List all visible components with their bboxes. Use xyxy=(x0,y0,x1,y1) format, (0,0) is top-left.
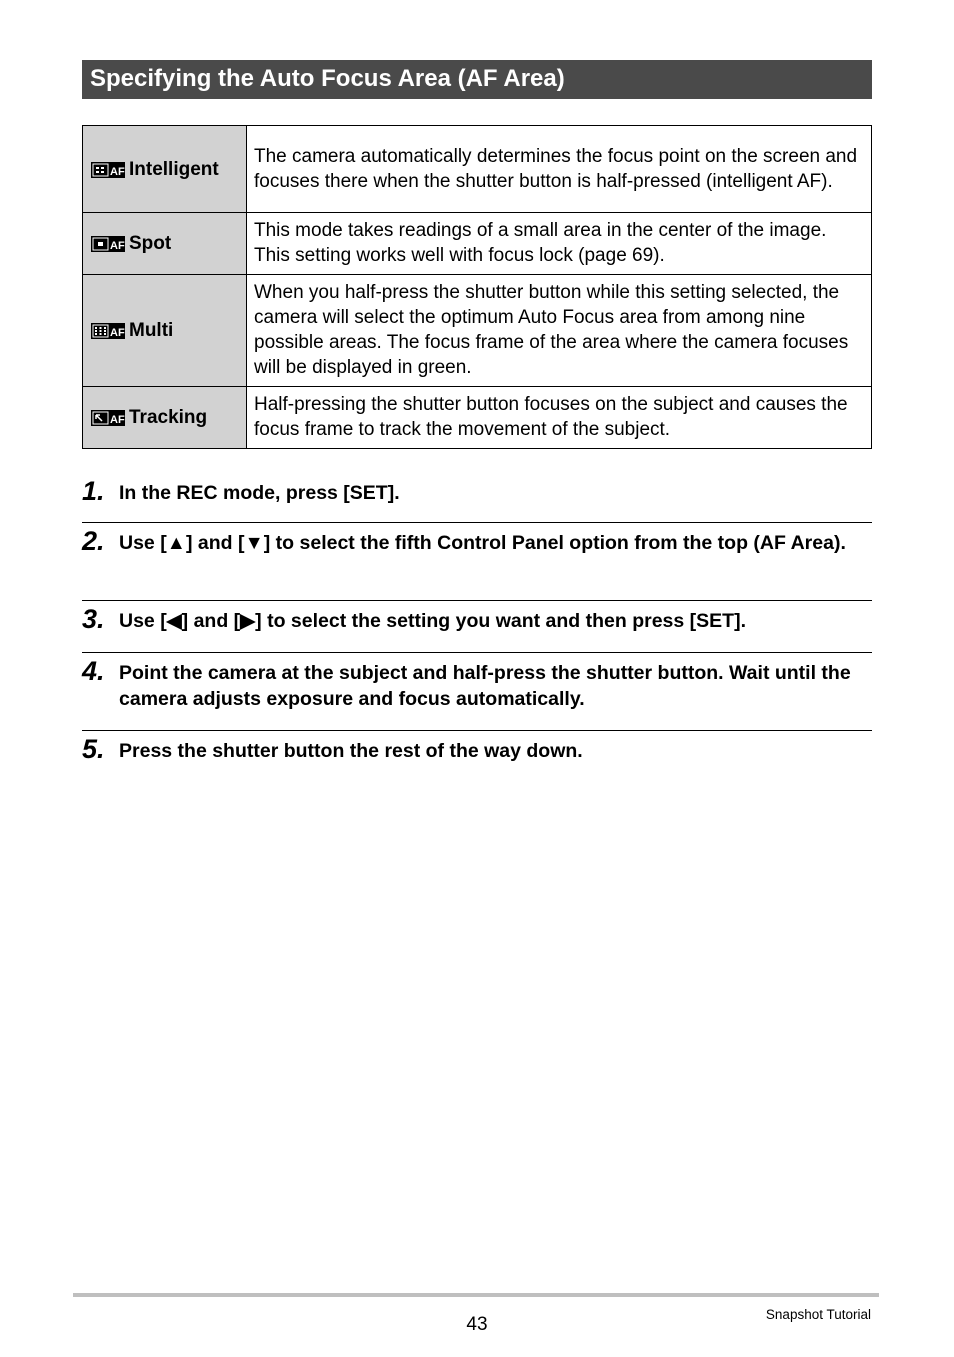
mode-label-cell xyxy=(83,213,247,275)
mode-description: Half-pressing the shutter button focuses on the subject and causes the focus frame to track the movement of the subject. xyxy=(247,387,872,449)
step-divider xyxy=(82,730,872,731)
table-row xyxy=(83,275,872,387)
table-row xyxy=(83,213,872,275)
step-text: Press the shutter button the rest of the way down. xyxy=(119,740,583,762)
step-1 xyxy=(82,476,872,506)
step-number: 2. xyxy=(82,526,105,556)
mode-label-cell xyxy=(83,387,247,449)
tracking-af-icon xyxy=(91,410,125,426)
step-divider xyxy=(82,652,872,653)
step-text: Use [▲] and [▼] to select the fifth Control Panel option from the top (AF Area). xyxy=(119,532,846,554)
step-5 xyxy=(82,734,872,764)
mode-label-cell xyxy=(83,126,247,213)
section-heading-text: Specifying the Auto Focus Area (AF Area) xyxy=(90,65,565,92)
section-name: Snapshot Tutorial xyxy=(765,1307,871,1322)
footer-divider xyxy=(73,1293,879,1297)
page-number: 43 xyxy=(466,1314,488,1335)
table-row xyxy=(83,126,872,213)
mode-label: Multi xyxy=(129,320,174,341)
mode-description: This mode takes readings of a small area in the center of the image. This setting works well with focus lock (page 69). xyxy=(247,213,872,275)
step-4 xyxy=(82,656,872,712)
svg-text:AF: AF xyxy=(110,165,125,178)
multi-af-icon xyxy=(91,323,125,339)
step-number: 4. xyxy=(82,656,105,686)
section-heading xyxy=(82,60,872,99)
intelligent-af-icon xyxy=(91,162,125,178)
table-row xyxy=(83,387,872,449)
af-mode-table xyxy=(82,125,872,449)
mode-label: Spot xyxy=(129,233,172,254)
mode-description: The camera automatically determines the focus point on the screen and focuses there when the shutter button is half-pressed (intelligent AF). xyxy=(247,126,872,213)
step-number: 1. xyxy=(82,476,105,506)
step-number: 5. xyxy=(82,734,105,764)
step-divider xyxy=(82,600,872,601)
svg-text:AF: AF xyxy=(110,414,125,426)
svg-text:AF: AF xyxy=(110,327,125,339)
mode-label: Tracking xyxy=(129,407,208,428)
mode-description: When you half-press the shutter button while this setting selected, the camera will select the optimum Auto Focus area from among nine possible areas. The focus frame of the area where the camera focuses will be displayed in green. xyxy=(247,275,872,387)
step-text: Point the camera at the subject and half-press the shutter button. Wait until the camera adjusts exposure and focus automatically. xyxy=(119,662,851,710)
mode-label: Intelligent xyxy=(129,158,219,180)
svg-text:AF: AF xyxy=(110,240,125,252)
step-number: 3. xyxy=(82,604,105,634)
step-divider xyxy=(82,522,872,523)
step-3 xyxy=(82,604,872,634)
step-text: In the REC mode, press [SET]. xyxy=(119,482,400,504)
step-2 xyxy=(82,526,872,556)
mode-label-cell xyxy=(83,275,247,387)
spot-af-icon xyxy=(91,236,125,252)
step-text: Use [◀] and [▶] to select the setting you want and then press [SET]. xyxy=(119,610,746,632)
